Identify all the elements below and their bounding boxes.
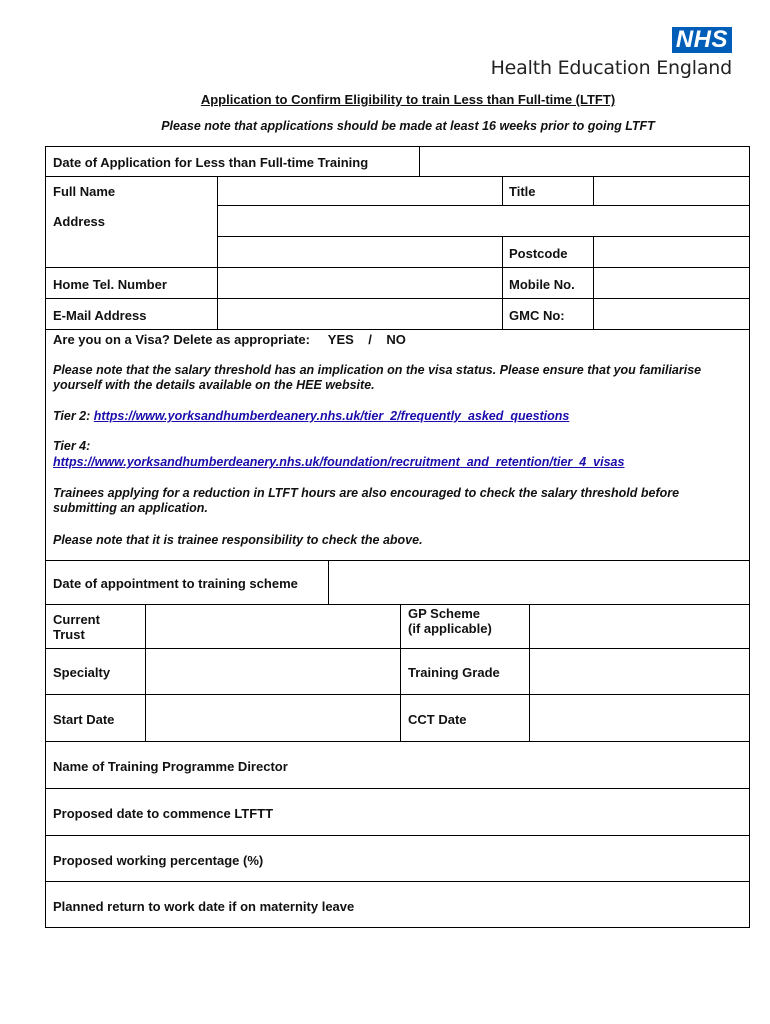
mobile-label: Mobile No. xyxy=(509,277,575,292)
proposed-percentage-label: Proposed working percentage (%) xyxy=(53,853,264,868)
responsibility-note: Please note that it is trainee responsibility to check the above. xyxy=(53,533,423,547)
col-divider xyxy=(502,176,503,205)
date-of-appointment-label: Date of appointment to training scheme xyxy=(53,576,298,591)
start-date-label: Start Date xyxy=(53,712,115,727)
current-trust-label xyxy=(53,612,100,642)
tier2-label: Tier 2: xyxy=(53,409,91,423)
row-divider xyxy=(46,694,749,695)
row-divider xyxy=(46,267,749,268)
visa-question-label: Are you on a Visa? Delete as appropriate: xyxy=(53,332,310,347)
gp-scheme-line2: (if applicable) xyxy=(408,621,492,636)
tier4-link[interactable]: https://www.yorksandhumberdeanery.nhs.uk/foundation/recruitment_and_retention/tier_4_visas xyxy=(53,455,625,469)
proposed-date-label: Proposed date to commence LTFTT xyxy=(53,806,274,821)
gmc-label: GMC No: xyxy=(509,308,565,323)
col-divider xyxy=(593,176,594,205)
email-label: E-Mail Address xyxy=(53,308,147,323)
row-divider xyxy=(46,329,749,330)
row-divider xyxy=(46,648,749,649)
row-divider xyxy=(46,604,749,605)
col-divider xyxy=(529,604,530,741)
col-divider xyxy=(145,604,146,741)
gp-scheme-line1: GP Scheme xyxy=(408,606,481,621)
row-divider xyxy=(46,741,749,742)
row-divider xyxy=(46,788,749,789)
planned-return-label: Planned return to work date if on maternity leave xyxy=(53,899,355,914)
address-label: Address xyxy=(53,214,106,229)
row-divider xyxy=(46,560,749,561)
tier4-label: Tier 4: xyxy=(53,439,91,453)
row-divider xyxy=(217,236,749,237)
col-divider xyxy=(419,147,420,176)
current-trust-line1: Current xyxy=(53,612,100,627)
col-divider xyxy=(217,176,218,329)
form-subtitle: Please note that applications should be made at least 16 weeks prior to going LTFT xyxy=(161,119,655,133)
nhs-logo: NHS xyxy=(672,27,732,53)
organisation-name: Health Education England xyxy=(490,57,732,79)
postcode-label: Postcode xyxy=(509,246,568,261)
specialty-label: Specialty xyxy=(53,665,111,680)
salary-threshold-note: Please note that the salary threshold has an implication on the visa status. Please ensure that you familiarise yourself with the details available on the HEE website. xyxy=(53,363,702,392)
row-divider xyxy=(46,881,749,882)
home-tel-label: Home Tel. Number xyxy=(53,277,167,292)
row-divider xyxy=(217,205,749,206)
tier2-line xyxy=(53,409,733,424)
visa-question xyxy=(53,332,406,347)
visa-no-option[interactable]: NO xyxy=(386,332,406,347)
col-divider xyxy=(328,560,329,604)
current-trust-line2: Trust xyxy=(53,627,85,642)
title-label: Title xyxy=(509,184,536,199)
date-of-application-label: Date of Application for Less than Full-time Training xyxy=(53,155,369,170)
row-divider xyxy=(46,835,749,836)
col-divider xyxy=(400,604,401,741)
gp-scheme-label xyxy=(408,606,492,636)
cct-date-label: CCT Date xyxy=(408,712,467,727)
row-divider xyxy=(46,298,749,299)
reduction-note: Trainees applying for a reduction in LTFT hours are also encouraged to check the salary threshold before submitting an application. xyxy=(53,486,680,515)
form-title: Application to Confirm Eligibility to train Less than Full-time (LTFT) xyxy=(200,92,616,107)
tier4-line xyxy=(53,455,733,470)
hee-logo xyxy=(491,27,732,79)
training-grade-label: Training Grade xyxy=(408,665,500,680)
tpd-name-label: Name of Training Programme Director xyxy=(53,759,288,774)
visa-yes-option[interactable]: YES xyxy=(327,332,354,347)
visa-separator: / xyxy=(368,332,372,347)
row-divider xyxy=(46,176,749,177)
application-form xyxy=(45,146,750,928)
full-name-label: Full Name xyxy=(53,184,116,199)
col-divider xyxy=(593,236,594,329)
col-divider xyxy=(502,236,503,329)
tier2-link[interactable]: https://www.yorksandhumberdeanery.nhs.uk/tier_2/frequently_asked_questions xyxy=(93,409,570,423)
